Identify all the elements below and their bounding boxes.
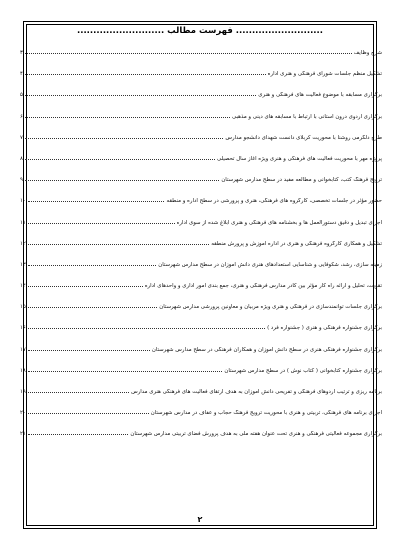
toc-entry-page: ۲۱ <box>20 431 26 438</box>
toc-entry-text: حضور مؤثر در جلسات تخصصی، کارگروه های فرهنگی، هنری و پرورشی در سطح اداره و منطقه <box>166 198 382 205</box>
toc-entry-page: ۱۸ <box>20 367 26 374</box>
toc-entry-text: برگزاری جشنواره کتابخوانی ( کتاب نوش ) در سطح مدارس شهرستان <box>224 367 382 374</box>
table-of-contents <box>20 49 382 452</box>
toc-leader-dots <box>28 324 265 329</box>
toc-leader-dots <box>25 176 219 181</box>
toc-entry-text: برگزاری مجموعه فعالیتی فرهنگی و هنری تحت عنوان هفته ملی به هدف پرورش فضای تربیتی مدارس شهرستان <box>130 431 382 438</box>
toc-entry <box>20 324 382 345</box>
toc-entry-page: ۱۷ <box>20 346 26 353</box>
toc-leader-dots <box>28 430 129 435</box>
toc-entry-text: تشکیل منظم جلسات شورای فرهنگی و هنری اداره <box>267 71 382 78</box>
toc-entry <box>20 176 382 197</box>
toc-entry <box>20 91 382 112</box>
toc-entry-text: پروژه مهر با محوریت فعالیت های فرهنگی و هنری ویژه آغاز سال تحصیلی <box>216 155 382 162</box>
toc-leader-dots <box>28 346 150 351</box>
toc-entry-page: ۲۰ <box>20 410 26 417</box>
toc-leader-dots <box>28 388 129 393</box>
toc-entry-page: ۱۵ <box>20 304 26 311</box>
toc-leader-dots <box>28 197 165 202</box>
toc-leader-dots <box>28 409 149 414</box>
toc-entry-text: برگزاری جشنواره فرهنگی و هنری ( جشنواره فرد ) <box>267 325 382 332</box>
toc-leader-dots <box>28 219 175 224</box>
toc-entry-text: طرح دلگرمی روشنا با محوریت کربلای دانست شهدای دانشجو مدارس <box>225 134 382 141</box>
toc-entry-page: ۱۹ <box>20 389 26 395</box>
toc-entry-page: ۱۲ <box>20 240 26 247</box>
toc-entry <box>20 155 382 176</box>
toc-entry <box>20 113 382 134</box>
toc-entry-page: ۱۴ <box>20 283 26 290</box>
toc-entry-page: ۱۰ <box>20 198 26 205</box>
toc-entry-page: ۱۶ <box>20 325 26 332</box>
toc-leader-dots <box>25 91 256 96</box>
toc-entry <box>20 303 382 324</box>
toc-entry-page: ۱۳ <box>20 261 26 268</box>
toc-entry-page: ۳ <box>20 50 23 56</box>
toc-entry-page: ۶ <box>20 113 23 120</box>
toc-entry-page: ۵ <box>20 92 23 99</box>
toc-leader-dots <box>25 70 266 75</box>
toc-entry-page: ۱۱ <box>20 219 26 226</box>
toc-entry <box>20 430 382 451</box>
toc-entry <box>20 70 382 91</box>
toc-entry <box>20 197 382 218</box>
toc-entry <box>20 367 382 388</box>
toc-entry <box>20 49 382 70</box>
toc-entry-page: ۹ <box>20 177 23 184</box>
toc-entry-text: تشکیل و همکاری کارگروه فرهنگی و هنری در اداره آموزش و پرورش منطقه <box>211 240 382 247</box>
toc-leader-dots <box>25 113 230 118</box>
toc-entry-page: ۷ <box>20 134 23 141</box>
toc-entry-text: برنامه ریزی و ترتیب اردوهای فرهنگی و تفریحی دانش آموزان به هدف ارتقای فعالیت های فرهنگی هنری مدارس <box>131 389 382 395</box>
page-number: ۲ <box>197 515 203 524</box>
toc-entry-text: اجرای برنامه های فرهنگی، تربیتی و هنری با محوریت ترویج فرهنگ حجاب و عفاف در مدارس شهرستان <box>150 410 382 417</box>
toc-leader-dots <box>28 303 157 308</box>
toc-entry-text: زمینه سازی، رشد، شکوفایی و شناسایی استعدادهای هنری دانش آموزان در سطح مدارس شهرستان <box>158 261 382 268</box>
toc-entry-page: ۸ <box>20 155 23 162</box>
toc-entry-text: ترویج فرهنگ کتب، کتابخوانی و مطالعه مفید در سطح مدارس شهرستان <box>221 177 382 184</box>
toc-leader-dots <box>28 240 210 245</box>
toc-entry-text: شرح وظایف <box>353 50 382 56</box>
toc-leader-dots <box>28 261 156 266</box>
toc-title: ........................... فهرست مطالب ........................... <box>77 26 323 36</box>
toc-entry <box>20 282 382 303</box>
toc-leader-dots <box>25 134 223 139</box>
toc-entry <box>20 346 382 367</box>
toc-entry <box>20 261 382 282</box>
toc-leader-dots <box>28 367 223 372</box>
toc-entry <box>20 388 382 409</box>
toc-entry-text: اجرای تبدیل و دقیق دستورالعمل ها و بخشنامه های فرهنگی و هنری ابلاغ شده از سوی اداره <box>176 219 382 226</box>
toc-entry-text: برگزاری جلسات توانمندسازی در فرهنگی و هنری ویژه مربیان و معاونین پرورشی مدارس شهرستان <box>159 304 382 311</box>
toc-leader-dots <box>25 49 352 54</box>
toc-entry-text: برگزاری اردوی درون استانی با ارتباط با مسابقه های دینی و مذهبی <box>232 113 382 120</box>
toc-entry <box>20 240 382 261</box>
toc-entry <box>20 219 382 240</box>
toc-entry <box>20 134 382 155</box>
toc-entry-text: برگزاری جشنواره فرهنگی هنری در سطح دانش آموزان و همکاران فرهنگی در سطح مدارس شهرستان <box>151 346 382 353</box>
toc-entry-text: برگزاری مسابقه با موضوع فعالیت های فرهنگی و هنری <box>258 92 382 99</box>
toc-entry <box>20 409 382 430</box>
toc-entry-page: ۴ <box>20 71 23 78</box>
toc-entry-text: تقویت، تحلیل و ارائه راه کار مؤثر بین کادر مدارس فرهنگی و هنری، جمع بندی امور اداری و واحدهای اداره <box>144 283 382 290</box>
toc-leader-dots <box>28 282 143 287</box>
toc-leader-dots <box>25 155 215 160</box>
